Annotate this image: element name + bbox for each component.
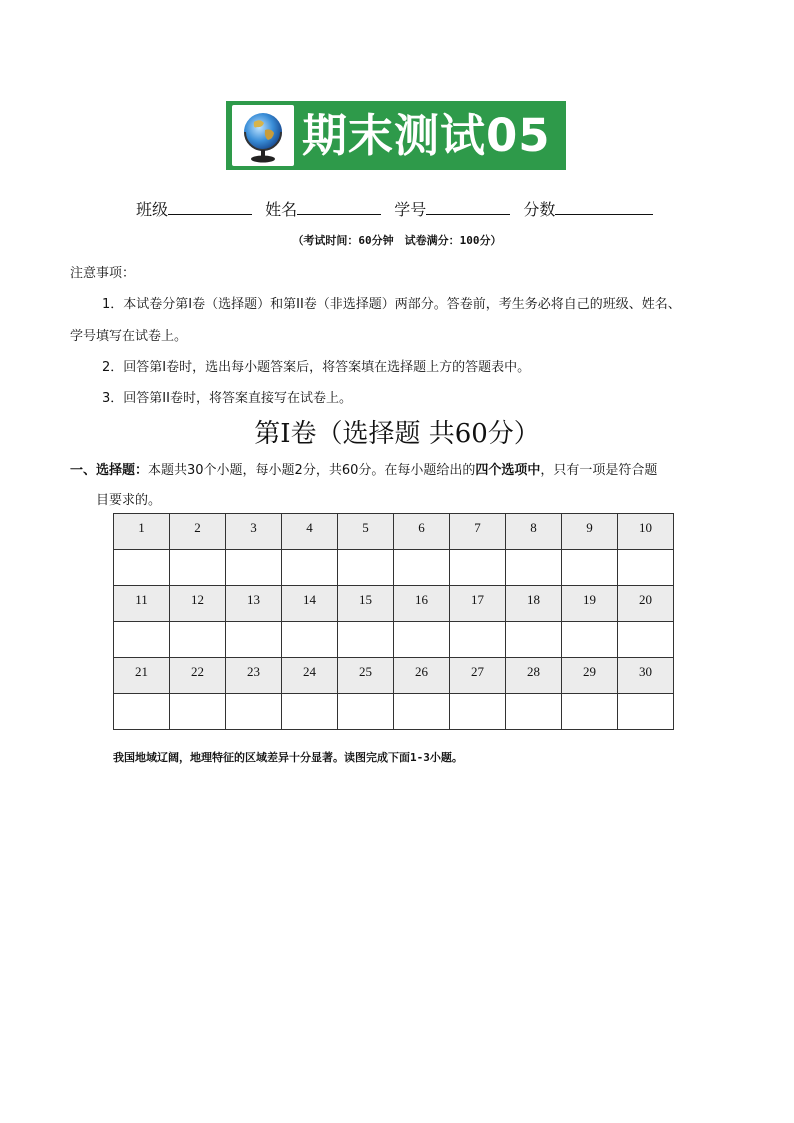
question-number-cell: 23	[226, 658, 282, 694]
answer-number-row	[114, 586, 674, 622]
answer-input-row	[114, 550, 674, 586]
note-item-2: 2．回答第I卷时，选出每小题答案后，将答案填在选择题上方的答题表中。	[102, 360, 531, 375]
question-number-cell: 9	[562, 514, 618, 550]
answer-cell[interactable]	[450, 550, 506, 586]
student-info-row	[136, 197, 661, 220]
answer-cell[interactable]	[282, 622, 338, 658]
note-item-3: 3．回答第II卷时，将答案直接写在试卷上。	[102, 391, 352, 406]
question-number-cell: 26	[394, 658, 450, 694]
name-label: 姓名	[265, 200, 298, 219]
question-number-cell: 16	[394, 586, 450, 622]
question-number-cell: 30	[618, 658, 674, 694]
note-item-1: 1．本试卷分第I卷（选择题）和第II卷（非选择题）两部分。答卷前，考生务必将自己的班级、姓名、	[102, 297, 681, 312]
question-header-body: 本题共30个小题，每小题2分，共60分。在每小题给出的	[148, 463, 476, 478]
question-number-cell: 18	[506, 586, 562, 622]
question-header-bold: 四个选项中	[475, 463, 541, 478]
answer-cell[interactable]	[114, 694, 170, 730]
question-number-cell: 3	[226, 514, 282, 550]
answer-cell[interactable]	[282, 694, 338, 730]
question-number-cell: 10	[618, 514, 674, 550]
note-item-1-cont: 学号填写在试卷上。	[70, 329, 188, 344]
question-number-cell: 27	[450, 658, 506, 694]
exam-time: （考试时间：60分钟 试卷满分：100分）	[292, 234, 502, 247]
answer-table	[113, 513, 674, 730]
title-banner	[226, 101, 566, 170]
answer-cell[interactable]	[562, 550, 618, 586]
question-number-cell: 2	[170, 514, 226, 550]
question-number-cell: 17	[450, 586, 506, 622]
student-id-field[interactable]	[426, 200, 510, 215]
score-field[interactable]	[555, 200, 653, 215]
answer-input-row	[114, 622, 674, 658]
question-header-suffix: ，只有一项是符合题	[540, 463, 658, 478]
exam-title: 期末测试05	[302, 109, 551, 162]
question-number-cell: 20	[618, 586, 674, 622]
class-label: 班级	[136, 200, 169, 219]
question-header-prefix: 一、选择题：	[70, 463, 149, 478]
answer-cell[interactable]	[506, 622, 562, 658]
answer-cell[interactable]	[170, 622, 226, 658]
answer-cell[interactable]	[338, 550, 394, 586]
question-number-cell: 12	[170, 586, 226, 622]
question-number-cell: 7	[450, 514, 506, 550]
answer-cell[interactable]	[394, 622, 450, 658]
answer-cell[interactable]	[506, 694, 562, 730]
answer-cell[interactable]	[338, 694, 394, 730]
answer-cell[interactable]	[506, 550, 562, 586]
question-number-cell: 28	[506, 658, 562, 694]
question-header-line2: 目要求的。	[96, 493, 162, 508]
question-number-cell: 19	[562, 586, 618, 622]
answer-cell[interactable]	[170, 694, 226, 730]
question-number-cell: 22	[170, 658, 226, 694]
question-number-cell: 29	[562, 658, 618, 694]
answer-cell[interactable]	[226, 622, 282, 658]
answer-cell[interactable]	[618, 694, 674, 730]
question-intro: 我国地域辽阔，地理特征的区域差异十分显著。读图完成下面1-3小题。	[113, 751, 463, 764]
question-number-cell: 21	[114, 658, 170, 694]
answer-input-row	[114, 694, 674, 730]
question-number-cell: 5	[338, 514, 394, 550]
answer-cell[interactable]	[618, 622, 674, 658]
question-number-cell: 13	[226, 586, 282, 622]
question-number-cell: 15	[338, 586, 394, 622]
question-header	[70, 459, 657, 478]
class-field[interactable]	[168, 200, 252, 215]
answer-cell[interactable]	[562, 622, 618, 658]
answer-number-row	[114, 658, 674, 694]
answer-cell[interactable]	[394, 694, 450, 730]
answer-cell[interactable]	[114, 550, 170, 586]
answer-cell[interactable]	[338, 622, 394, 658]
answer-cell[interactable]	[226, 550, 282, 586]
globe-icon	[232, 105, 294, 166]
question-number-cell: 6	[394, 514, 450, 550]
question-number-cell: 4	[282, 514, 338, 550]
answer-cell[interactable]	[114, 622, 170, 658]
student-id-label: 学号	[394, 200, 427, 219]
answer-cell[interactable]	[618, 550, 674, 586]
question-number-cell: 25	[338, 658, 394, 694]
answer-cell[interactable]	[394, 550, 450, 586]
question-number-cell: 24	[282, 658, 338, 694]
answer-cell[interactable]	[562, 694, 618, 730]
question-number-cell: 14	[282, 586, 338, 622]
answer-cell[interactable]	[170, 550, 226, 586]
answer-number-row	[114, 514, 674, 550]
name-field[interactable]	[297, 200, 381, 215]
notes-heading: 注意事项：	[70, 266, 136, 281]
question-number-cell: 8	[506, 514, 562, 550]
score-label: 分数	[523, 200, 556, 219]
section-title: 第I卷（选择题 共60分）	[254, 419, 540, 449]
answer-cell[interactable]	[226, 694, 282, 730]
answer-cell[interactable]	[450, 622, 506, 658]
answer-cell[interactable]	[282, 550, 338, 586]
question-number-cell: 1	[114, 514, 170, 550]
answer-cell[interactable]	[450, 694, 506, 730]
question-number-cell: 11	[114, 586, 170, 622]
